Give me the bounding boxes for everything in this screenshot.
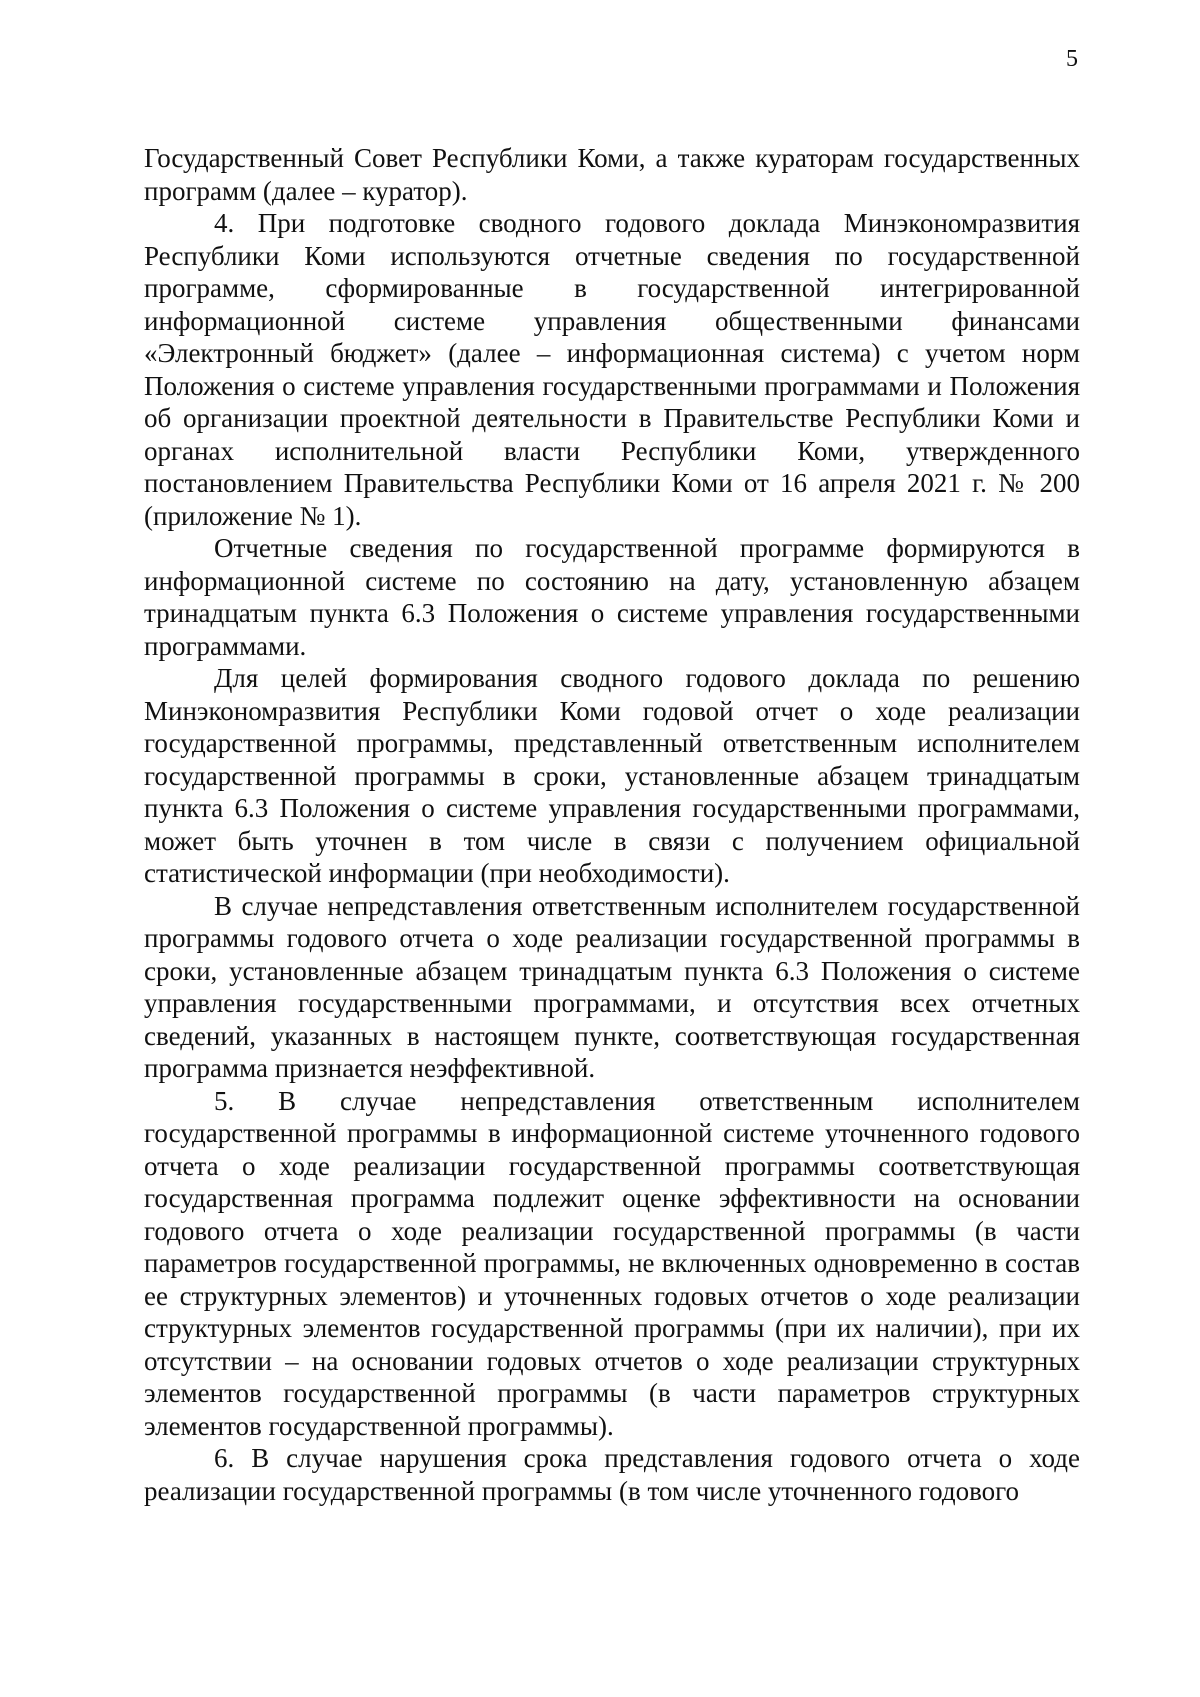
- page-number: 5: [1066, 46, 1078, 72]
- paragraph-report-data: Отчетные сведения по государственной программе формируются в информационной системе по состоянию на дату, установленную абзацем тринадцатым пункта 6.3 Положения о системе управления государственными программами.: [144, 533, 1080, 661]
- paragraph-non-submission: В случае непредставления ответственным исполнителем государственной программы годового отчета о ходе реализации государственной программы в сроки, установленные абзацем тринадцатым пункта 6.3 Положения о системе управления государственными программами, и отсутствия всех отчетных сведений, указанных в настоящем пункте, соответствующая государственная программа признается неэффективной.: [144, 890, 1080, 1083]
- paragraph-item-5: 5. В случае непредставления ответственным исполнителем государственной программы в информационной системе уточненного годового отчета о ходе реализации государственной программы соответствующая государственная программа подлежит оценке эффективности на основании годового отчета о ходе реализации государственной программы (в части параметров государственной программы, не включенных одновременно в состав ее структурных элементов) и уточненных годовых отчетов о ходе реализации структурных элементов государственной программы (при их наличии), при их отсутствии – на основании годовых отчетов о ходе реализации структурных элементов государственной программы (в части параметров структурных элементов государственной программы).: [144, 1085, 1080, 1441]
- paragraph-item-6: 6. В случае нарушения срока представления годового отчета о ходе реализации государственной программы (в том числе уточненного годового: [144, 1443, 1080, 1506]
- document-body: [144, 142, 1080, 1507]
- paragraph-report-clarification: Для целей формирования сводного годового доклада по решению Минэкономразвития Республики Коми годовой отчет о ходе реализации государственной программы, представленный ответственным исполнителем государственной программы в сроки, установленные абзацем тринадцатым пункта 6.3 Положения о системе управления государственными программами, может быть уточнен в том числе в связи с получением официальной статистической информации (при необходимости).: [144, 663, 1080, 888]
- paragraph-item-4: 4. При подготовке сводного годового доклада Минэкономразвития Республики Коми используются отчетные сведения по государственной программе, сформированные в государственной интегрированной информационной системе управления общественными финансами «Электронный бюджет» (далее – информационная система) с учетом норм Положения о системе управления государственными программами и Положения об организации проектной деятельности в Правительстве Республики Коми и органах исполнительной власти Республики Коми, утвержденного постановлением Правительства Республики Коми от 16 апреля 2021 г. № 200 (приложение № 1).: [144, 208, 1080, 531]
- paragraph-continuation: Государственный Совет Республики Коми, а также кураторам государственных программ (далее – куратор).: [144, 143, 1080, 206]
